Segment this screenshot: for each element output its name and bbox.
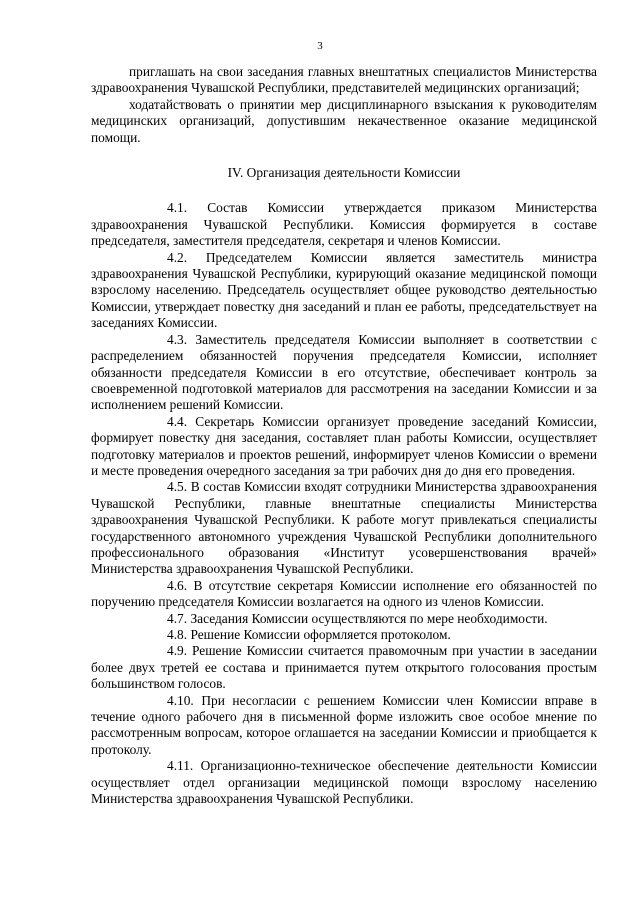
clause-paragraph bbox=[91, 250, 597, 332]
clause-number: 4.6. bbox=[167, 577, 188, 593]
clause-number: 4.4. bbox=[167, 413, 188, 429]
clause-text: В отсутствие секретаря Комиссии исполнение его обязанностей по поручению председателя Комиссии возлагается на одного из членов Комиссии. bbox=[91, 577, 597, 610]
clause-text: В состав Комиссии входят сотрудники Министерства здравоохранения Чувашской Республики, главные внештатные специалисты Министерства здравоохранения Чувашской Республики. К работе могут привлекаться специалисты государственного автономного учреждения Чувашской Республики дополнительного профессионального образования «Институт усовершенствования врачей» Министерства здравоохранения Чувашской Республики. bbox=[91, 479, 597, 577]
clause-text: Решение Комиссии оформляется протоколом. bbox=[190, 627, 451, 642]
clause-paragraph bbox=[91, 479, 597, 577]
clause-text: Организационно-техническое обеспечение деятельности Комиссии осуществляет отдел организации медицинской помощи взрослому населению Министерства здравоохранения Чувашской Республики. bbox=[91, 758, 597, 807]
clause-number: 4.2. bbox=[167, 249, 188, 265]
clause-text: Состав Комиссии утверждается приказом Министерства здравоохранения Чувашской Республики. Комиссия формируется в составе председателя, заместителя председателя, секретаря и членов Комиссии. bbox=[91, 200, 597, 249]
clause-paragraph bbox=[91, 200, 597, 249]
document-body bbox=[91, 64, 597, 807]
clause-number: 4.11. bbox=[167, 758, 194, 774]
clause-paragraph bbox=[91, 611, 597, 627]
clause-number: 4.7. bbox=[167, 610, 188, 626]
clause-number: 4.10. bbox=[167, 692, 194, 708]
clause-text: Заместитель председателя Комиссии выполняет в соответствии с распределением обязанностей поручения председателя Комиссии, исполняет обязанности председателя Комиссии в его отсутствие, обеспечивает контроль за своевременной подготовкой материалов для рассмотрения на заседании Комиссии и за исполнением решений Комиссии. bbox=[91, 331, 597, 413]
clause-paragraph bbox=[91, 643, 597, 692]
clause-paragraph bbox=[91, 578, 597, 611]
clause-text: Секретарь Комиссии организует проведение заседаний Комиссии, формирует повестку дня заседания, составляет план работы Комиссии, осуществляет подготовку материалов и проектов решений, информирует членов Комиссии о времени и месте проведения очередного заседания за три рабочих дня до дня его проведения. bbox=[91, 413, 597, 478]
clause-paragraph bbox=[91, 332, 597, 414]
intro-paragraph: приглашать на свои заседания главных внештатных специалистов Министерства здравоохранения Чувашской Республики, представителей медицинских организаций; bbox=[91, 64, 597, 96]
clause-number: 4.3. bbox=[167, 331, 188, 347]
clause-text: Решение Комиссии считается правомочным при участии в заседании более двух третей ее состава и принимается путем открытого голосования простым большинством голосов. bbox=[91, 643, 597, 692]
clause-text: Председателем Комиссии является заместитель министра здравоохранения Чувашской Республики, курирующий оказание медицинской помощи взрослому населению. Председатель осуществляет общее руководство деятельностью Комиссии, утверждает повестку дня заседаний и план ее работы, председательствует на заседаниях Комиссии. bbox=[91, 249, 597, 331]
clause-paragraph bbox=[91, 627, 597, 643]
clause-paragraph bbox=[91, 414, 597, 480]
clause-number: 4.1. bbox=[167, 200, 188, 216]
clause-number: 4.5. bbox=[167, 479, 188, 495]
clause-number: 4.8. bbox=[167, 627, 188, 642]
clause-paragraph bbox=[91, 693, 597, 759]
clause-paragraph bbox=[91, 758, 597, 807]
page-number: 3 bbox=[317, 40, 323, 52]
clause-text: При несогласии с решением Комиссии член Комиссии вправе в течение одного рабочего дня в письменной форме изложить свое особое мнение по рассмотренным вопросам, которое оглашается на заседании Комиссии и приобщается к протоколу. bbox=[91, 692, 597, 757]
section-heading: IV. Организация деятельности Комиссии bbox=[227, 165, 461, 181]
clause-text: Заседания Комиссии осуществляются по мере необходимости. bbox=[190, 610, 548, 626]
clause-number: 4.9. bbox=[167, 643, 188, 659]
intro-paragraph: ходатайствовать о принятии мер дисциплинарного взыскания к руководителям медицинских организаций, допустившим некачественное оказание медицинской помощи. bbox=[91, 96, 597, 145]
